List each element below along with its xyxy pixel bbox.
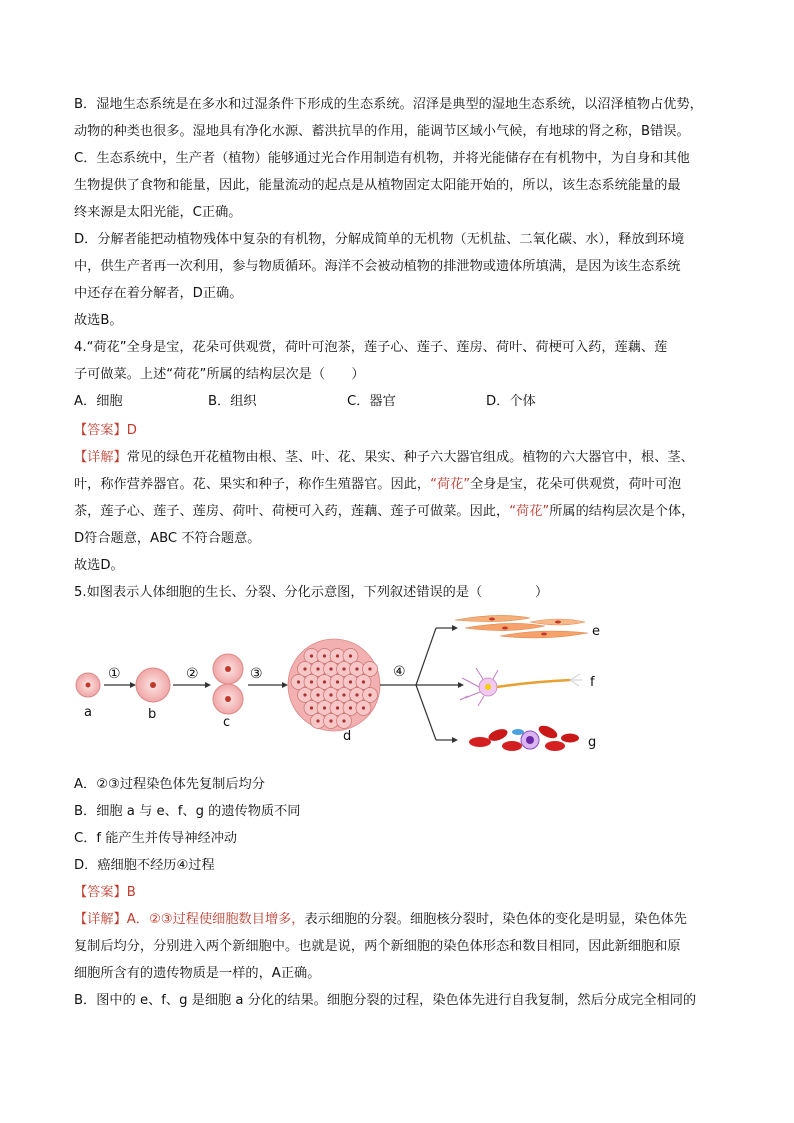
q5-detail-line-2: 复制后均分，分别进入两个新细胞中。也就是说，两个新细胞的染色体形态和数目相同，因此新细胞和原 [74, 939, 681, 954]
q4-detail-highlight-3: “荷花” [509, 504, 550, 519]
q4-detail-text-3a: 茶，莲子心、莲子、莲房、荷叶、荷梗可入药，莲藕、莲子可做菜。因此， [74, 504, 510, 519]
cluster-cell-nucleus [316, 667, 319, 670]
q4-stem-line-1: 4.“荷花”全身是宝，花朵可供观赏，荷叶可泡茶，莲子心、莲子、莲房、荷叶、荷梗可入药，莲藕、莲 [74, 340, 668, 355]
cluster-cell-nucleus [323, 706, 326, 709]
cluster-cell-nucleus [349, 706, 352, 709]
cluster-cell-nucleus [316, 693, 319, 696]
cluster-cell-nucleus [323, 680, 326, 683]
step-4-label: ④ [393, 664, 406, 680]
q5-detail-label: 【详解】 [74, 912, 127, 927]
q5-detail-line-3: 细胞所含有的遗传物质是一样的，A正确。 [74, 966, 321, 981]
q4-detail-text-2c: 全身是宝，花朵可供观赏，荷叶可泡 [470, 477, 682, 492]
muscle-cells-e-icon [455, 615, 588, 637]
option-b-line-2: 动物的种类也很多。湿地具有净化水源、蓄洪抗旱的作用，能调节区域小气候，有地球的肾之称，B错误。 [74, 124, 690, 139]
q4-detail-line-3 [74, 503, 694, 521]
neuron-f-icon [460, 668, 582, 706]
blood-cells-g-icon [469, 723, 579, 751]
q4-choose: 故选D。 [74, 558, 124, 573]
option-c-line-3: 终来源是太阳光能，C正确。 [74, 205, 242, 220]
q4-option-d: D．个体 [486, 394, 536, 409]
cluster-cell-nucleus [310, 706, 313, 709]
q5-option-a: A．②③过程染色体先复制后均分 [74, 777, 265, 792]
option-c-line-1: C．生态系统中，生产者（植物）能够通过光合作用制造有机物，并将光能储存在有机物中，为自身和其他 [74, 151, 690, 166]
q4-detail-line-4: D符合题意，ABC 不符合题意。 [74, 531, 261, 546]
cell-c-icon [213, 654, 243, 714]
step-3-label: ③ [250, 666, 263, 682]
cluster-cell-nucleus [355, 693, 358, 696]
q4-option-a: A．细胞 [74, 394, 123, 409]
q4-detail-text-2a: 叶，称作营养器官。花、果实和种子，称作生殖器官。因此， [74, 477, 431, 492]
cluster-cell-nucleus [342, 719, 345, 722]
label-g: g [588, 735, 597, 750]
option-c-line-2: 生物提供了食物和能量，因此，能量流动的起点是从植物固定太阳能开始的，所以，该生态系统能量的最 [74, 178, 681, 193]
q5-option-b: B．细胞 a 与 e、f、g 的遗传物质不同 [74, 804, 301, 819]
q4-stem-line-2: 子可做菜。上述“荷花”所属的结构层次是（ ） [74, 367, 365, 382]
label-f: f [590, 675, 595, 690]
q5-option-c: C．f 能产生并传导神经冲动 [74, 831, 238, 846]
cluster-cell-nucleus [342, 693, 345, 696]
label-c: c [223, 715, 231, 730]
q5-detail-highlight-1: A．②③过程使细胞数目增多， [126, 912, 305, 927]
cluster-cell-nucleus [362, 706, 365, 709]
cluster-cell-nucleus [329, 719, 332, 722]
step-2-label: ② [186, 666, 199, 682]
cluster-cell-nucleus [310, 654, 313, 657]
cluster-cell-nucleus [368, 693, 371, 696]
option-d-line-1: D．分解者能把动植物残体中复杂的有机物，分解成简单的无机物（无机盐、二氧化碳、水），释放到环境 [74, 232, 685, 247]
cluster-cell-nucleus [297, 680, 300, 683]
q5-detail-text-1: 表示细胞的分裂。细胞核分裂时，染色体的变化是明显，染色体先 [304, 912, 687, 927]
label-a: a [84, 705, 92, 720]
option-d-line-2: 中，供生产者再一次利用，参与物质循环。海洋不会被动植物的排泄物或遗体所填满，是因为该生态系统 [74, 259, 681, 274]
cluster-cell-nucleus [303, 693, 306, 696]
cluster-cell-nucleus [342, 667, 345, 670]
cluster-cell-nucleus [336, 680, 339, 683]
q5-stem: 5.如图表示人体细胞的生长、分裂、分化示意图，下列叙述错误的是（ ） [74, 585, 549, 600]
label-d: d [343, 729, 352, 744]
q4-option-c: C．器官 [347, 394, 396, 409]
cell-division-figure [60, 608, 620, 758]
cluster-cell-nucleus [303, 667, 306, 670]
q5-detail-line-4: B．图中的 e、f、g 是细胞 a 分化的结果。细胞分裂的过程，染色体先进行自我复制，然后分成完全相同的 [74, 993, 697, 1008]
cell-b-icon [136, 668, 170, 702]
cell-a-icon [76, 673, 100, 697]
option-d-line-3: 中还存在着分解者，D正确。 [74, 286, 243, 301]
choose-line: 故选B。 [74, 313, 123, 328]
cluster-cell-nucleus [349, 654, 352, 657]
q4-detail-line-2 [74, 476, 681, 494]
q5-detail-line-1 [74, 911, 687, 929]
cluster-cell-nucleus [336, 654, 339, 657]
cluster-cell-nucleus [323, 654, 326, 657]
q4-option-b: B．组织 [208, 394, 257, 409]
cluster-cell-nucleus [362, 680, 365, 683]
cell-cluster-d-icon [288, 639, 380, 731]
q5-option-d: D．癌细胞不经历④过程 [74, 858, 215, 873]
q4-detail-text-3c: 所属的结构层次是个体， [549, 504, 695, 519]
cluster-cell-nucleus [355, 667, 358, 670]
option-b-line-1: B．湿地生态系统是在多水和过湿条件下形成的生态系统。沼泽是典型的湿地生态系统，以沼泽植物占优势， [74, 97, 703, 112]
cluster-cell-nucleus [336, 706, 339, 709]
cluster-cell-nucleus [368, 667, 371, 670]
cluster-cell-nucleus [310, 680, 313, 683]
q4-answer: 【答案】D [74, 423, 137, 438]
q5-answer: 【答案】B [74, 885, 136, 900]
label-e: e [592, 624, 600, 639]
cluster-cell-nucleus [316, 719, 319, 722]
q4-detail-line-1 [74, 449, 694, 467]
cluster-cell-nucleus [329, 667, 332, 670]
cluster-cell-nucleus [349, 680, 352, 683]
step-1-label: ① [108, 666, 121, 682]
q4-detail-text-1: 常见的绿色开花植物由根、茎、叶、花、果实、种子六大器官组成。植物的六大器官中，根、茎、 [126, 450, 694, 465]
q4-detail-label: 【详解】 [74, 450, 127, 465]
q4-detail-highlight-2: “荷花” [430, 477, 471, 492]
cluster-cell-nucleus [329, 693, 332, 696]
label-b: b [148, 707, 157, 722]
